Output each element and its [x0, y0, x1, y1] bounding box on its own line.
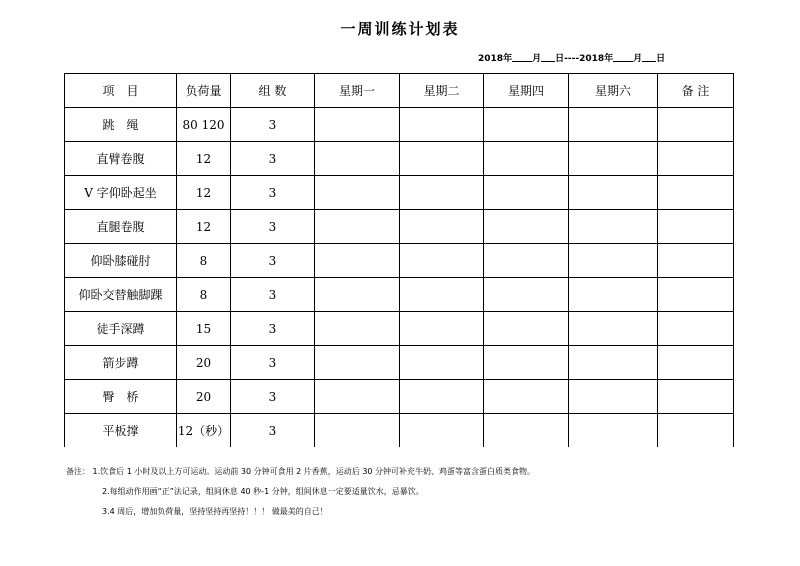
exercise-name: 徒手深蹲 [65, 312, 177, 346]
header-remarks: 备 注 [658, 74, 734, 108]
monday-cell[interactable] [315, 380, 400, 414]
exercise-name: 臀 桥 [65, 380, 177, 414]
month-unit: 月 [532, 54, 542, 64]
sets-cell: 3 [231, 346, 315, 380]
thursday-cell[interactable] [484, 380, 569, 414]
monday-cell[interactable] [315, 346, 400, 380]
note-text: 3.4 周后，增加负荷量，坚持坚持再坚持！！！ 做最美的自己！ [102, 507, 328, 516]
sets-cell: 3 [231, 312, 315, 346]
table-row [65, 380, 734, 414]
header-sets: 组 数 [231, 74, 315, 108]
saturday-cell[interactable] [569, 142, 658, 176]
header-item: 项 目 [65, 74, 177, 108]
saturday-cell[interactable] [569, 244, 658, 278]
exercise-name: 平板撑 [65, 414, 177, 448]
sets-cell: 3 [231, 210, 315, 244]
thursday-cell[interactable] [484, 108, 569, 142]
sets-cell: 3 [231, 380, 315, 414]
thursday-cell[interactable] [484, 346, 569, 380]
header-tuesday: 星期二 [400, 74, 484, 108]
sets-cell: 3 [231, 414, 315, 448]
sets-cell: 3 [231, 278, 315, 312]
remarks-cell[interactable] [658, 380, 734, 414]
remarks-cell[interactable] [658, 108, 734, 142]
load-cell: 20 [177, 346, 231, 380]
month-blank [512, 52, 532, 62]
header-saturday: 星期六 [569, 74, 658, 108]
header-load: 负荷量 [177, 74, 231, 108]
tuesday-cell[interactable] [400, 312, 484, 346]
monday-cell[interactable] [315, 210, 400, 244]
day-blank-2 [642, 52, 656, 62]
saturday-cell[interactable] [569, 210, 658, 244]
table-row [65, 244, 734, 278]
thursday-cell[interactable] [484, 414, 569, 448]
monday-cell[interactable] [315, 176, 400, 210]
thursday-cell[interactable] [484, 244, 569, 278]
start-year: 2018 [478, 54, 504, 64]
notes-section [66, 462, 766, 522]
thursday-cell[interactable] [484, 278, 569, 312]
load-cell: 12 [177, 142, 231, 176]
monday-cell[interactable] [315, 142, 400, 176]
remarks-cell[interactable] [658, 142, 734, 176]
sets-cell: 3 [231, 176, 315, 210]
training-plan-table [64, 73, 734, 447]
tuesday-cell[interactable] [400, 346, 484, 380]
remarks-cell[interactable] [658, 346, 734, 380]
monday-cell[interactable] [315, 108, 400, 142]
load-cell: 12（秒） [177, 414, 231, 448]
remarks-cell[interactable] [658, 210, 734, 244]
header-monday: 星期一 [315, 74, 400, 108]
exercise-name: 仰卧膝碰肘 [65, 244, 177, 278]
load-cell: 8 [177, 278, 231, 312]
monday-cell[interactable] [315, 414, 400, 448]
day-blank [541, 52, 555, 62]
date-range [478, 51, 738, 64]
load-cell: 80 120 [177, 108, 231, 142]
monday-cell[interactable] [315, 312, 400, 346]
exercise-name: V 字仰卧起坐 [65, 176, 177, 210]
exercise-name: 仰卧交替触脚踝 [65, 278, 177, 312]
exercise-name: 箭步蹲 [65, 346, 177, 380]
notes-label: 备注： [66, 467, 90, 476]
tuesday-cell[interactable] [400, 176, 484, 210]
note-line [66, 502, 766, 522]
day-unit-2: 日 [656, 54, 666, 64]
table-row [65, 210, 734, 244]
load-cell: 8 [177, 244, 231, 278]
exercise-name: 跳 绳 [65, 108, 177, 142]
load-cell: 12 [177, 210, 231, 244]
saturday-cell[interactable] [569, 380, 658, 414]
exercise-name: 直腿卷腹 [65, 210, 177, 244]
note-line [66, 462, 766, 482]
load-cell: 15 [177, 312, 231, 346]
tuesday-cell[interactable] [400, 414, 484, 448]
header-thursday: 星期四 [484, 74, 569, 108]
end-year: 2018 [579, 54, 605, 64]
tuesday-cell[interactable] [400, 142, 484, 176]
date-separator: ---- [564, 54, 580, 64]
table-row [65, 142, 734, 176]
sets-cell: 3 [231, 142, 315, 176]
monday-cell[interactable] [315, 244, 400, 278]
load-cell: 20 [177, 380, 231, 414]
header-row [65, 74, 734, 108]
note-text: 2.每组动作用画“正”法记录，组间休息 40 秒-1 分钟，组间休息一定要适量饮水，忌暴饮。 [102, 487, 424, 496]
thursday-cell[interactable] [484, 210, 569, 244]
saturday-cell[interactable] [569, 176, 658, 210]
table-row [65, 278, 734, 312]
tuesday-cell[interactable] [400, 278, 484, 312]
table-row [65, 176, 734, 210]
table-row [65, 312, 734, 346]
note-text: 1.饮食后 1 小时及以上方可运动。运动前 30 分钟可食用 2 片香蕉，运动后 30 分钟可补充牛奶、鸡蛋等富含蛋白质类食物。 [92, 467, 536, 476]
thursday-cell[interactable] [484, 176, 569, 210]
exercise-name: 直臂卷腹 [65, 142, 177, 176]
remarks-cell[interactable] [658, 414, 734, 448]
year-unit: 年 [503, 54, 513, 64]
tuesday-cell[interactable] [400, 244, 484, 278]
saturday-cell[interactable] [569, 278, 658, 312]
saturday-cell[interactable] [569, 108, 658, 142]
day-unit: 日 [555, 54, 565, 64]
table-row [65, 346, 734, 380]
tuesday-cell[interactable] [400, 108, 484, 142]
sets-cell: 3 [231, 244, 315, 278]
saturday-cell[interactable] [569, 346, 658, 380]
note-line [66, 482, 766, 502]
thursday-cell[interactable] [484, 142, 569, 176]
saturday-cell[interactable] [569, 312, 658, 346]
monday-cell[interactable] [315, 278, 400, 312]
remarks-cell[interactable] [658, 244, 734, 278]
table-row [65, 414, 734, 448]
thursday-cell[interactable] [484, 312, 569, 346]
sets-cell: 3 [231, 108, 315, 142]
remarks-cell[interactable] [658, 176, 734, 210]
saturday-cell[interactable] [569, 414, 658, 448]
remarks-cell[interactable] [658, 278, 734, 312]
month-blank-2 [613, 52, 633, 62]
year-unit-2: 年 [604, 54, 614, 64]
remarks-cell[interactable] [658, 312, 734, 346]
tuesday-cell[interactable] [400, 380, 484, 414]
page-title: 一周训练计划表 [340, 20, 460, 38]
load-cell: 12 [177, 176, 231, 210]
month-unit-2: 月 [633, 54, 643, 64]
tuesday-cell[interactable] [400, 210, 484, 244]
table-row [65, 108, 734, 142]
